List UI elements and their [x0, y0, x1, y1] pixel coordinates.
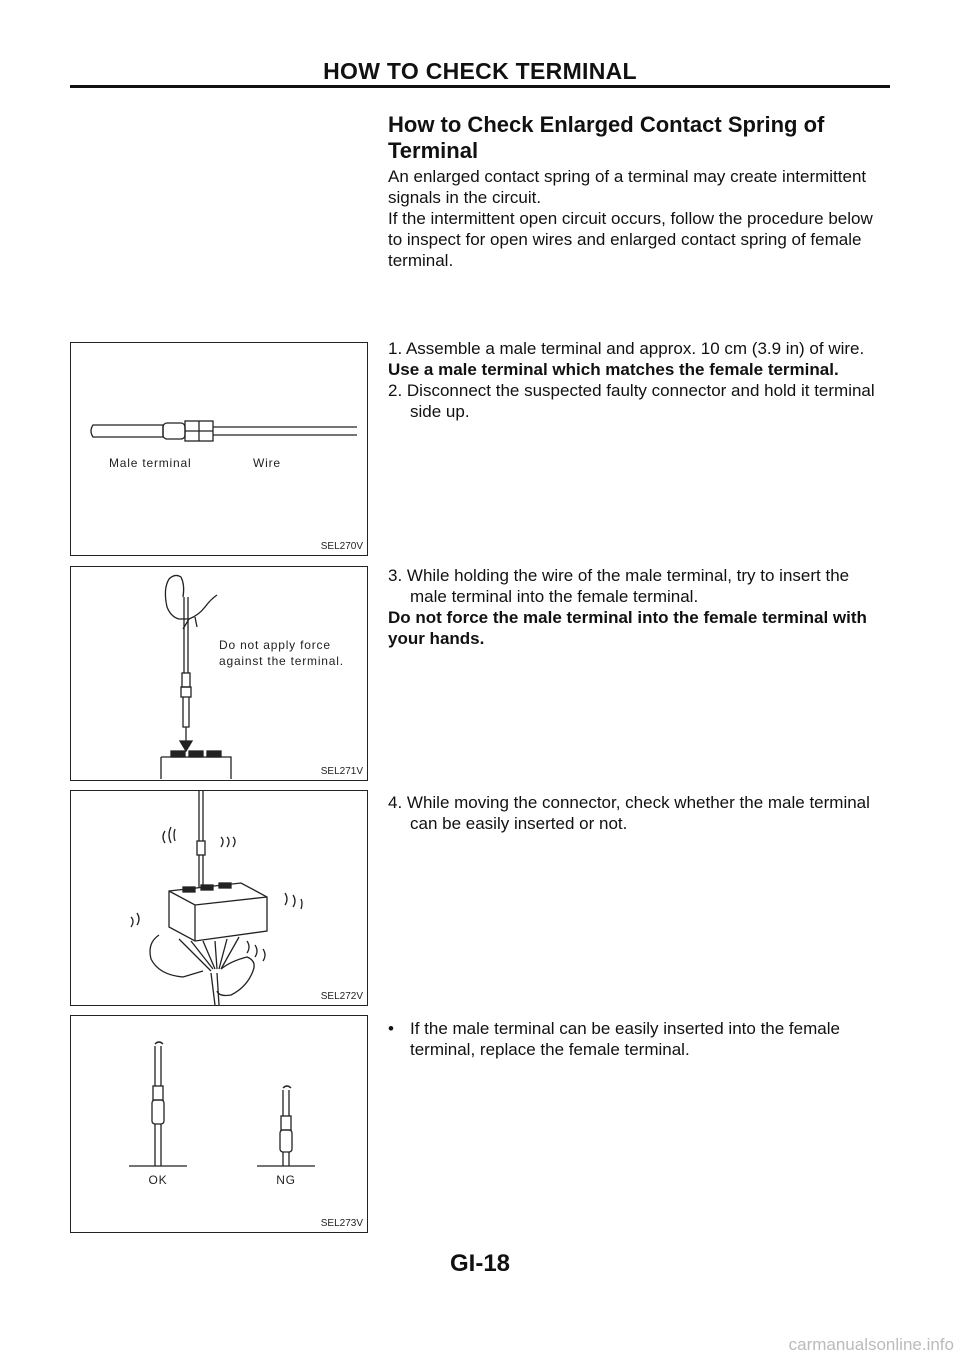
terminal-crimp [197, 841, 205, 855]
step-5-text: If the male terminal can be easily inserted into the female terminal, replace the female terminal. [410, 1019, 840, 1059]
note-line-2: against the terminal. [219, 654, 344, 668]
figure-code: SEL272V [320, 991, 363, 1002]
step-block-3 [388, 565, 888, 649]
connector-cavity [207, 751, 221, 757]
hand-fingers-icon [165, 575, 217, 619]
intro-block [388, 166, 888, 271]
figure-male-terminal-wire [70, 342, 368, 556]
step-1-text: 1. Assemble a male terminal and approx. 10 cm (3.9 in) of wire. [388, 339, 865, 358]
connector-wires [179, 937, 239, 971]
intro-paragraph-1: An enlarged contact spring of a terminal may create intermittent signals in the circuit. [388, 167, 867, 207]
motion-lines-icon [131, 913, 139, 927]
ng-wire [283, 1090, 289, 1116]
right-hand-icon [217, 957, 254, 996]
step-block-5 [388, 1018, 888, 1060]
figure-moving-connector [70, 790, 368, 1006]
section-title: How to Check Enlarged Contact Spring of Terminal [388, 112, 825, 163]
figure-ok-ng-comparison [70, 1015, 368, 1233]
intro-paragraph-2: If the intermittent open circuit occurs, follow the procedure below to inspect for open wires and enlarged contact spring of female terminal. [388, 209, 873, 270]
label-male-terminal: Male terminal [109, 456, 192, 470]
motion-lines-icon [221, 837, 235, 847]
ok-female-terminal [155, 1124, 161, 1166]
motion-lines-icon [285, 893, 302, 909]
terminal-wire-diagram [71, 343, 367, 555]
step-3-text: 3. While holding the wire of the male terminal, try to insert the male terminal into the female terminal. [388, 566, 850, 606]
moving-connector-diagram [71, 791, 367, 1005]
ng-terminal-body [280, 1130, 292, 1152]
label-ng: NG [276, 1173, 296, 1187]
note-line-1: Do not apply force [219, 638, 331, 652]
wire-bundle [211, 973, 219, 1005]
down-arrow-icon [180, 741, 192, 751]
ok-wire [155, 1046, 161, 1086]
ok-terminal-body [152, 1100, 164, 1124]
terminal-crimp [182, 673, 190, 687]
header-rule [70, 85, 890, 88]
bullet-icon: • [388, 1019, 394, 1038]
connector-cavity [201, 885, 213, 890]
step-3-note: Do not force the male terminal into the female terminal with your hands. [388, 608, 867, 648]
page-number: GI-18 [449, 1250, 511, 1277]
terminal-body [181, 687, 191, 697]
step-block-4 [388, 792, 888, 834]
terminal-pin [183, 697, 189, 727]
connector-cavity [171, 751, 185, 757]
crimp-barrel [163, 423, 185, 439]
step-1-note: Use a male terminal which matches the female terminal. [388, 360, 839, 379]
male-terminal-pin [91, 425, 163, 437]
step-2-text: 2. Disconnect the suspected faulty connector and hold it terminal side up. [388, 381, 875, 421]
page-header: HOW TO CHECK TERMINAL [323, 58, 637, 84]
ok-crimp [153, 1086, 163, 1100]
connector-cavity [189, 751, 203, 757]
watermark: carmanualsonline.info [788, 1335, 954, 1354]
connector-cavity [183, 887, 195, 892]
motion-lines-icon [163, 827, 175, 843]
step-4-text: 4. While moving the connector, check whether the male terminal can be easily inserted or not. [388, 793, 870, 833]
connector-outline [161, 757, 231, 779]
ok-ng-diagram [71, 1016, 367, 1232]
terminal-pin [199, 855, 203, 887]
label-ok: OK [148, 1173, 168, 1187]
step-block-1 [388, 338, 888, 422]
ng-crimp [281, 1116, 291, 1130]
figure-insert-terminal [70, 566, 368, 781]
ng-female-terminal [283, 1152, 289, 1166]
connector-cavity [219, 883, 231, 888]
figure-code: SEL271V [320, 766, 363, 777]
insert-terminal-diagram [71, 567, 367, 780]
label-wire: Wire [253, 456, 281, 470]
figure-code: SEL273V [320, 1218, 363, 1229]
figure-code: SEL270V [320, 541, 363, 552]
